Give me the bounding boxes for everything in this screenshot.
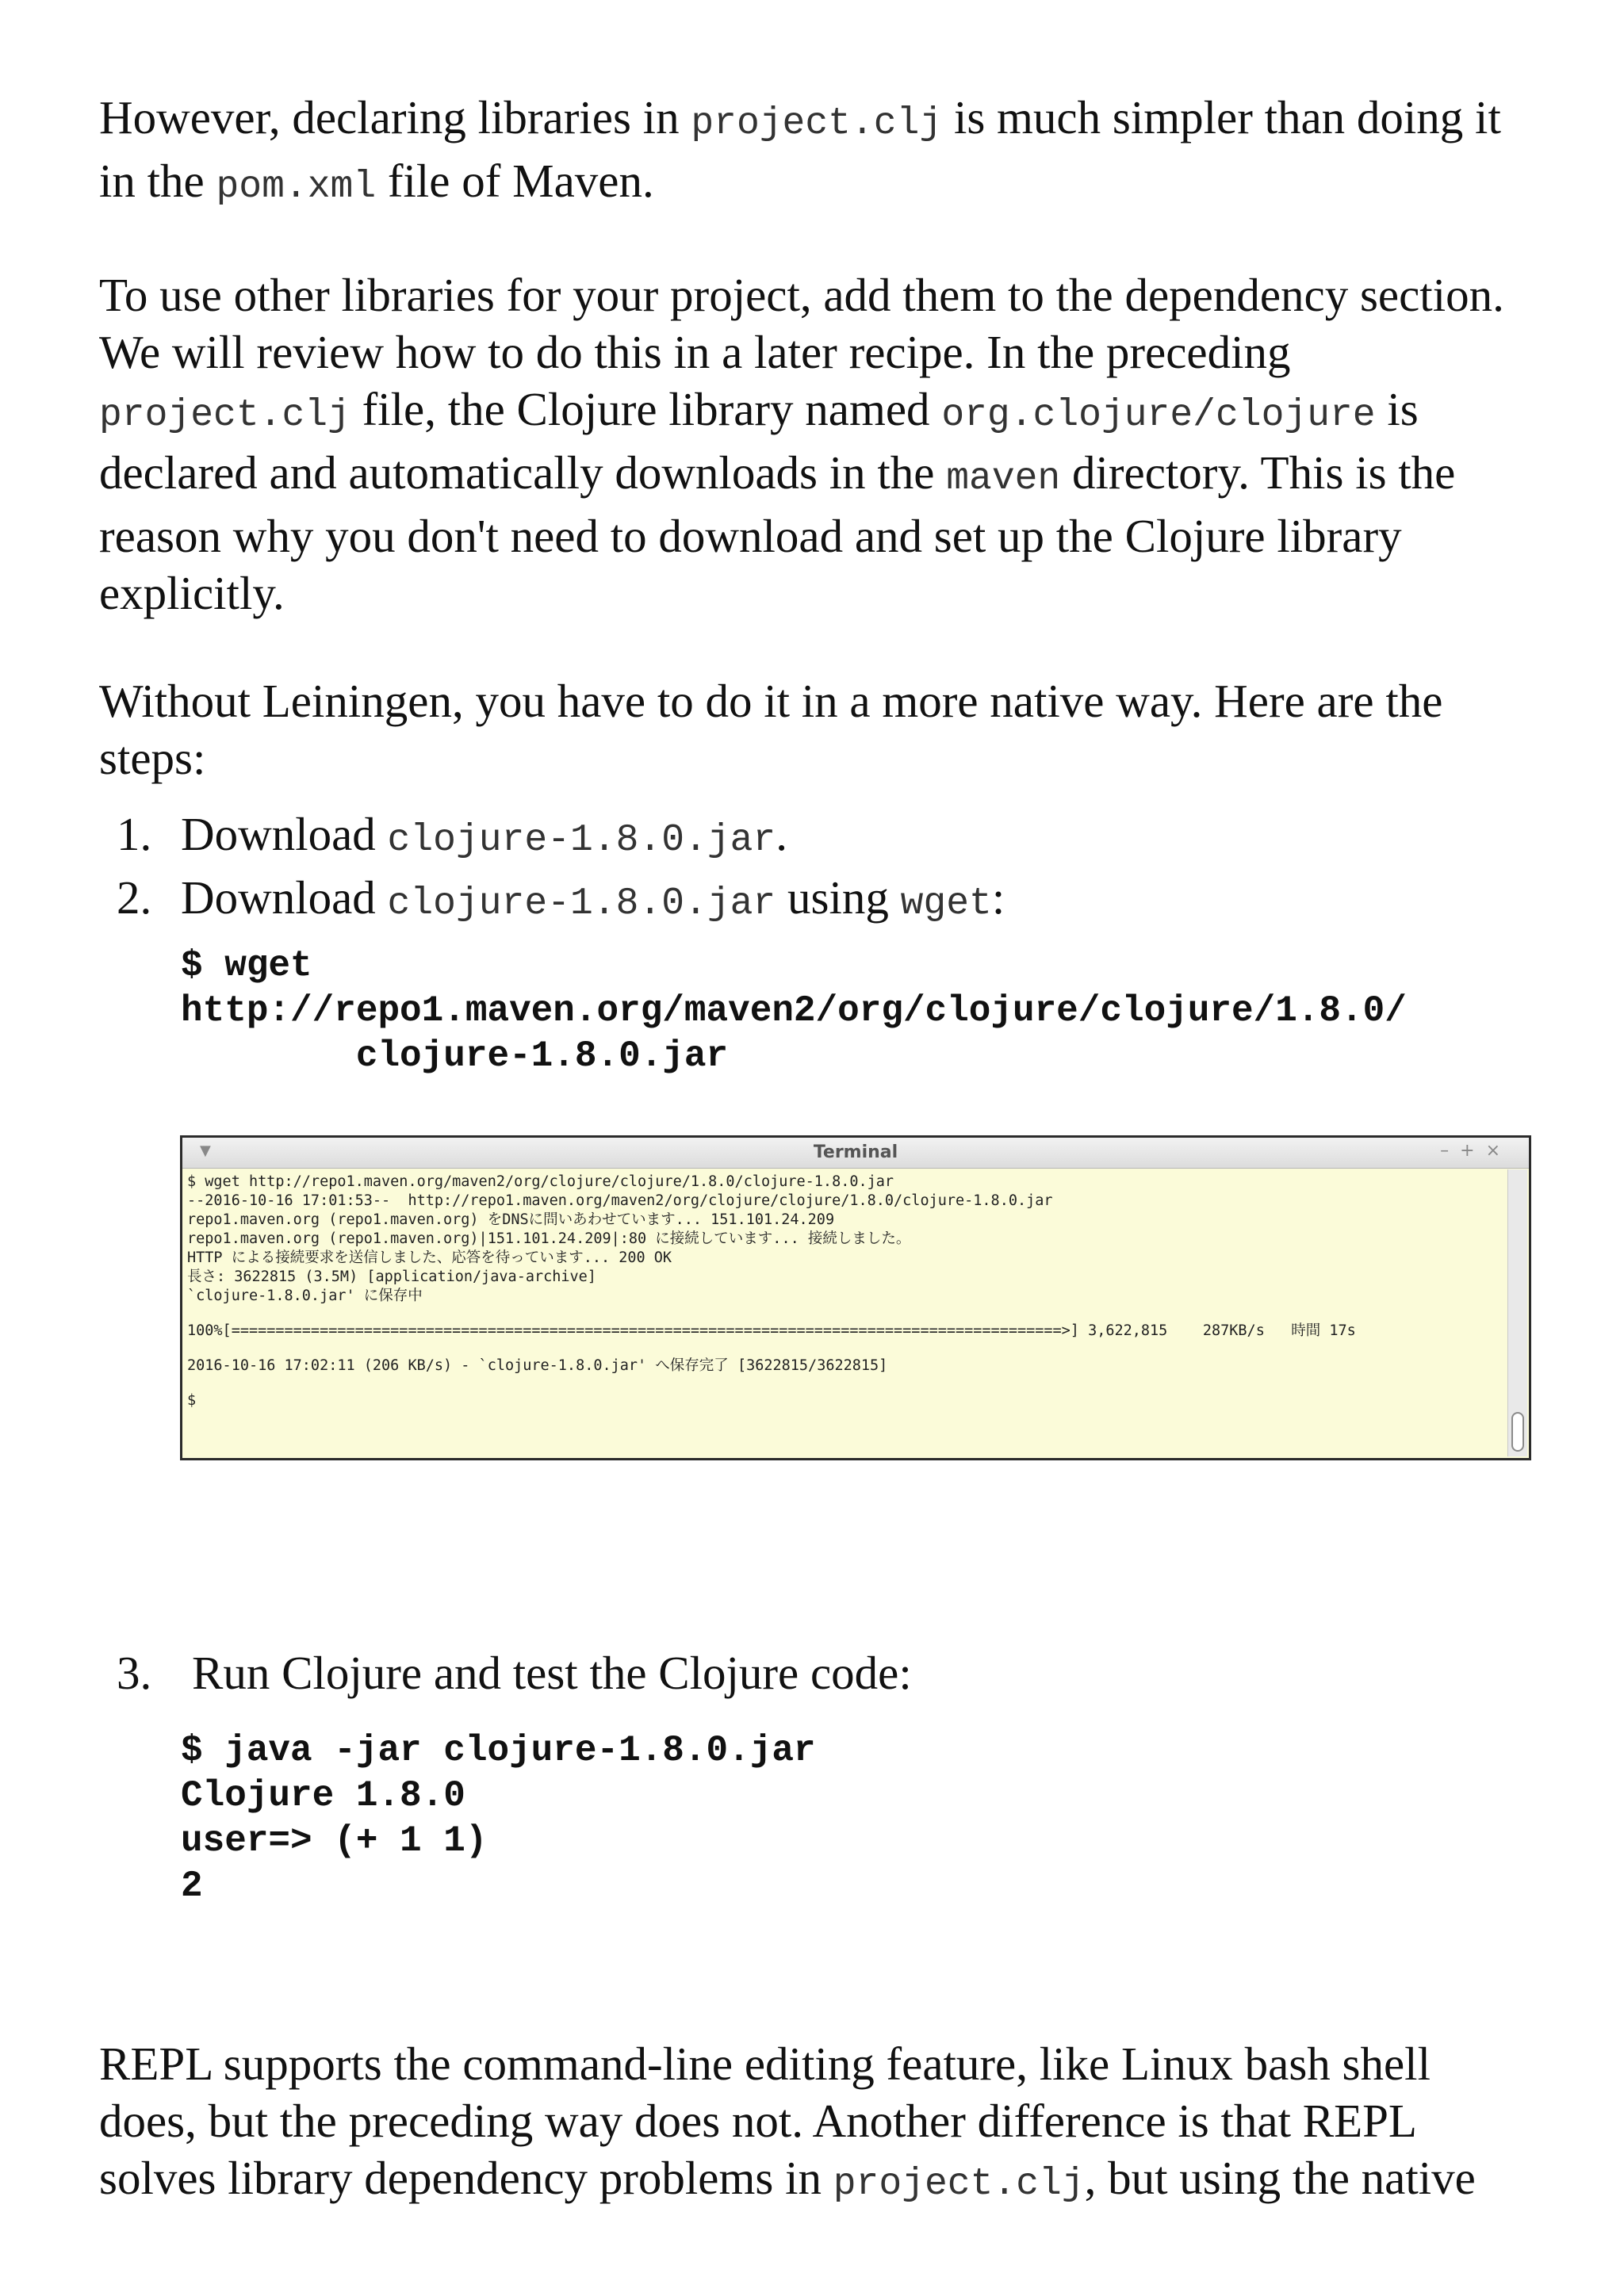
scrollbar-thumb: [1511, 1412, 1524, 1452]
spacer: [187, 1306, 1505, 1322]
terminal-line: 長さ: 3622815 (3.5M) [application/java-archive]: [187, 1269, 596, 1285]
code-line: clojure-1.8.0.jar: [181, 1035, 729, 1077]
step-2: [99, 869, 1526, 932]
terminal-progress-line: 100%[==============================================================================================>] 3,622,815 287KB/s 時間 17s: [187, 1322, 1356, 1339]
text: :: [991, 871, 1005, 924]
code-line: Clojure 1.8.0: [181, 1775, 465, 1816]
terminal-line: $ wget http://repo1.maven.org/maven2/org/clojure/clojure/1.8.0/clojure-1.8.0.jar: [187, 1173, 894, 1190]
inline-code: project.clj: [833, 2163, 1085, 2206]
text: Download: [181, 808, 388, 860]
text: Without Leiningen, you have to do it in a more native way. Here are the steps:: [99, 675, 1443, 784]
text: REPL supports the command-line editing feature, like Linux bash shell does, but the preceding way does not. Another difference is that REPL solves library dependency problems in: [99, 2038, 1431, 2204]
text: Download: [181, 871, 388, 924]
text: directory. This is the reason why you don't need to download and set up the Clojure library explicitly.: [99, 446, 1456, 619]
terminal-line: `clojure-1.8.0.jar' に保存中: [187, 1288, 423, 1304]
paragraph-project-clj: [99, 89, 1526, 216]
terminal-screenshot: [180, 1135, 1531, 1460]
paragraph-repl-features: [99, 2035, 1526, 2213]
text: using: [776, 871, 901, 924]
terminal-line: repo1.maven.org (repo1.maven.org)|151.101.24.209|:80 に接続しています... 接続しました。: [187, 1230, 911, 1247]
inline-code: project.clj: [691, 102, 943, 145]
document-page: [99, 89, 1526, 2206]
text: .: [776, 808, 787, 860]
spacer: [187, 1341, 1505, 1357]
text: To use other libraries for your project, add them to the dependency section. We will review how to do this in a later recipe. In the preceding: [99, 269, 1504, 378]
code-block-wget: [181, 943, 1407, 1079]
text: is declared and automatically downloads in the: [99, 383, 1419, 499]
minimize-icon: –: [1440, 1141, 1461, 1161]
step-1: [99, 806, 1526, 869]
inline-code: org.clojure/clojure: [941, 394, 1376, 437]
terminal-line: --2016-10-16 17:01:53-- http://repo1.maven.org/maven2/org/clojure/clojure/1.8.0/clojure-1.8.0.jar: [187, 1192, 1053, 1209]
terminal-titlebar: [182, 1138, 1529, 1169]
step-3: [99, 1644, 1526, 1701]
step-number: 3.: [117, 1647, 152, 1699]
inline-code: maven: [946, 457, 1061, 500]
text: , but using the native: [1084, 2152, 1476, 2204]
text: file of Maven.: [376, 155, 654, 207]
text: is much simpler than doing it in the: [99, 91, 1501, 207]
terminal-line: 2016-10-16 17:02:11 (206 KB/s) - `clojure-1.8.0.jar' へ保存完了 [3622815/3622815]: [187, 1357, 888, 1374]
terminal-line: HTTP による接続要求を送信しました、応答を待っています... 200 OK: [187, 1249, 672, 1266]
code-line: user=> (+ 1 1): [181, 1820, 488, 1862]
paragraph-other-libraries: [99, 266, 1526, 622]
text: However, declaring libraries in: [99, 91, 691, 144]
step-number: 1.: [117, 808, 152, 860]
step-3-container: [99, 1644, 1526, 1701]
steps-list: [99, 806, 1526, 932]
inline-code: clojure-1.8.0.jar: [387, 882, 776, 925]
code-line: http://repo1.maven.org/maven2/org/clojure/clojure/1.8.0/: [181, 990, 1407, 1031]
text: Run Clojure and test the Clojure code:: [192, 1647, 912, 1699]
code-block-repl: [181, 1728, 816, 1909]
inline-code: project.clj: [99, 394, 350, 437]
maximize-icon: +: [1460, 1141, 1486, 1161]
close-icon: ×: [1485, 1141, 1511, 1161]
terminal-prompt: $: [187, 1392, 197, 1409]
code-line: $ wget: [181, 945, 312, 986]
terminal-scrollbar: [1507, 1169, 1527, 1456]
code-line: $ java -jar clojure-1.8.0.jar: [181, 1730, 816, 1771]
step-number: 2.: [117, 871, 152, 924]
terminal-line: repo1.maven.org (repo1.maven.org) をDNSに問いあわせています... 151.101.24.209: [187, 1211, 835, 1228]
inline-code: wget: [900, 882, 992, 925]
window-controls: [1440, 1141, 1511, 1161]
terminal-title: Terminal: [813, 1142, 898, 1162]
code-line: 2: [181, 1866, 203, 1907]
spacer: [187, 1376, 1505, 1391]
text: file, the Clojure library named: [350, 383, 942, 435]
inline-code: pom.xml: [216, 166, 377, 209]
menu-down-icon: ▼: [200, 1142, 211, 1159]
terminal-output: [187, 1173, 1505, 1455]
paragraph-without-leiningen: [99, 672, 1526, 786]
inline-code: clojure-1.8.0.jar: [387, 819, 776, 862]
